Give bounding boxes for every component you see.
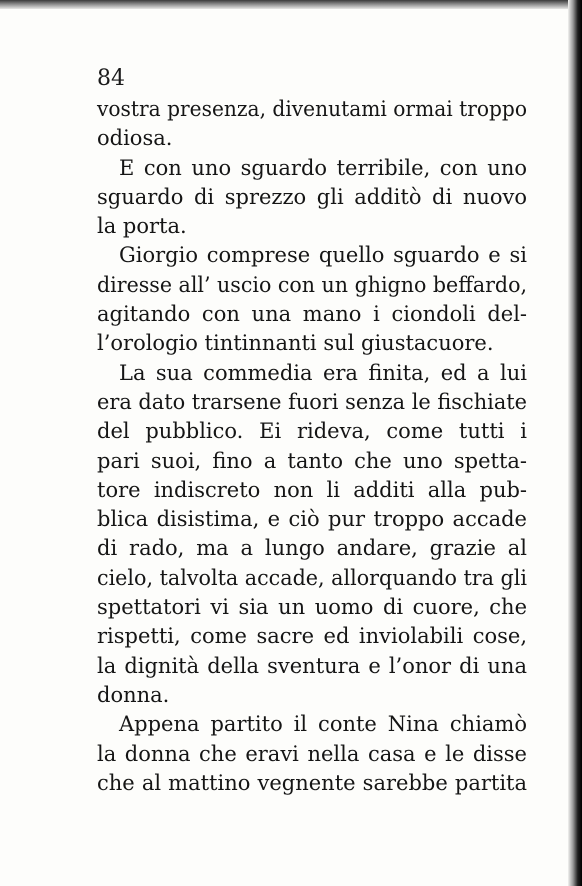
paragraph-1 xyxy=(97,95,527,154)
text-line: la porta. xyxy=(97,214,187,239)
text-line: sguardo di sprezzo gli additò di nuovo xyxy=(97,184,528,209)
text-line: La sua commedia era finita, ed a lui xyxy=(119,360,527,385)
text-line: Giorgio comprese quello sguardo e si xyxy=(119,243,527,268)
page-number: 84 xyxy=(97,66,125,91)
text-line: agitando con una mano i ciondoli del- xyxy=(97,302,528,327)
text-line: la donna che eravi nella casa e le disse xyxy=(97,741,527,766)
text-line: la dignità della sventura e l’onor di una xyxy=(97,653,527,678)
text-line: pari suoi, fino a tanto che uno spetta- xyxy=(97,448,528,473)
text-line: era dato trarsene fuori senza le fischiate xyxy=(97,389,528,414)
text-line: spettatori vi sia un uomo di cuore, che xyxy=(97,595,528,620)
text-line: di rado, ma a lungo andare, grazie al xyxy=(97,536,528,561)
text-line: E con uno sguardo terribile, con uno xyxy=(119,155,527,180)
book-spine-shadow xyxy=(568,0,582,886)
text-line: tore indiscreto non li additi alla pub- xyxy=(97,477,528,502)
text-line: odiosa. xyxy=(97,126,173,151)
text-line: rispetti, come sacre ed inviolabili cose, xyxy=(97,624,528,649)
paragraph-3 xyxy=(97,241,527,358)
page-top-edge-shadow xyxy=(0,0,582,9)
paragraph-4 xyxy=(97,359,527,711)
text-line: cielo, talvolta accade, allorquando tra gli xyxy=(97,565,527,590)
body-text xyxy=(97,95,527,798)
text-line: l’orologio tintinnanti sul giustacuore. xyxy=(97,331,494,356)
text-line: che al mattino vegnente sarebbe partita xyxy=(97,770,527,795)
paragraph-2 xyxy=(97,154,527,242)
text-line: diresse all’ uscio con un ghigno beffardo, xyxy=(97,272,528,297)
text-line: del pubblico. Ei rideva, come tutti i xyxy=(97,419,527,444)
text-line: blica disistima, e ciò pur troppo accade xyxy=(97,507,527,532)
text-line: Appena partito il conte Nina chiamò xyxy=(119,712,527,737)
text-line: vostra presenza, divenutami ormai troppo xyxy=(97,97,528,121)
paragraph-5 xyxy=(97,710,527,798)
text-line: donna. xyxy=(97,682,170,707)
